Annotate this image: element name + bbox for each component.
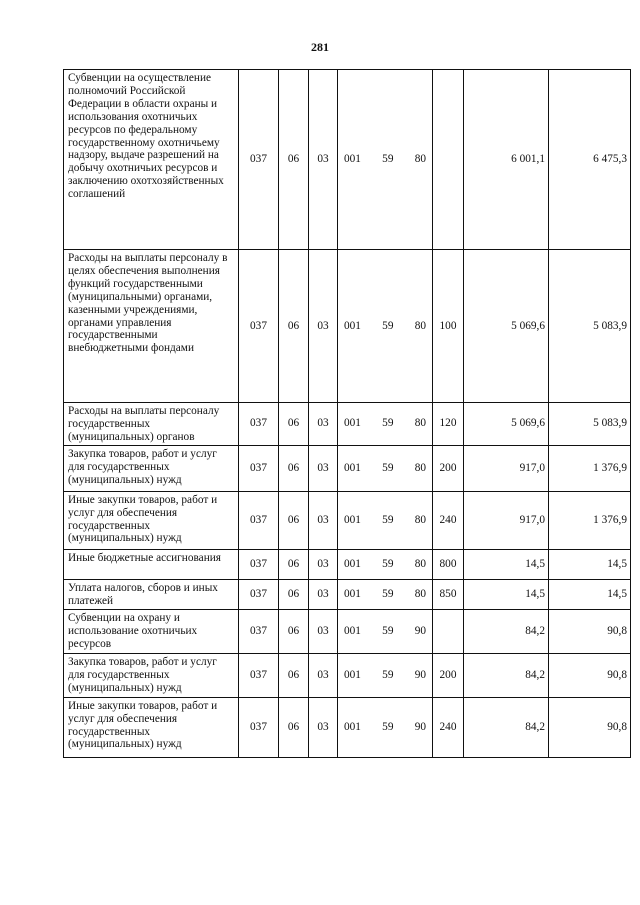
target-article-cell [338,609,433,653]
expense-type-cell: 120 [433,403,464,446]
amount-year2-cell: 14,5 [549,549,631,579]
item-name-cell: Расходы на выплаты персоналу государственных (муниципальных) органов [64,403,239,446]
expense-type-cell: 800 [433,549,464,579]
target-article-part: 59 [382,587,394,600]
target-article-part: 90 [414,720,426,733]
table-row [64,549,631,579]
subsection-code-cell: 03 [309,579,338,609]
section-code-cell: 06 [279,491,309,549]
subsection-code-cell: 03 [309,445,338,491]
item-name-cell: Субвенции на охрану и использование охотничьих ресурсов [64,609,239,653]
target-article-part: 001 [344,153,361,166]
subsection-code-cell: 03 [309,653,338,697]
target-article-cell [338,403,433,446]
item-name-cell: Иные закупки товаров, работ и услуг для обеспечения государственных (муниципальных) нужд [64,697,239,757]
target-article-part: 001 [344,720,361,733]
amount-year2-cell: 5 083,9 [549,403,631,446]
target-article-part: 001 [344,417,361,430]
item-name-cell: Закупка товаров, работ и услуг для государственных (муниципальных) нужд [64,445,239,491]
target-article-part: 80 [414,587,426,600]
target-article-part: 59 [382,668,394,681]
subsection-code-cell: 03 [309,609,338,653]
page-number: 281 [311,40,329,54]
table-row [64,445,631,491]
target-article-part: 59 [382,624,394,637]
ministry-code-cell: 037 [239,653,279,697]
amount-year1-cell: 917,0 [464,491,549,549]
amount-year2-cell: 90,8 [549,609,631,653]
expense-type-cell [433,70,464,250]
target-article-cell [338,549,433,579]
target-article-part: 80 [414,417,426,430]
amount-year2-cell: 1 376,9 [549,445,631,491]
expense-type-cell: 100 [433,250,464,403]
ministry-code-cell: 037 [239,445,279,491]
target-article-cell [338,653,433,697]
amount-year1-cell: 84,2 [464,653,549,697]
subsection-code-cell: 03 [309,491,338,549]
target-article-part: 90 [414,624,426,637]
table-row [64,250,631,403]
target-article-part: 59 [382,417,394,430]
target-article-part: 59 [382,319,394,332]
expense-type-cell: 200 [433,653,464,697]
section-code-cell: 06 [279,70,309,250]
target-article-part: 59 [382,513,394,526]
amount-year1-cell: 5 069,6 [464,403,549,446]
section-code-cell: 06 [279,609,309,653]
amount-year1-cell: 84,2 [464,609,549,653]
target-article-part: 80 [414,557,426,570]
section-code-cell: 06 [279,250,309,403]
item-name-cell: Субвенции на осуществление полномочий Российской Федерации в области охраны и использования охотничьих ресурсов по федеральному государственному охотничьему надзору, выдаче разрешений на добычу охотничьих ресурсов и заключению охотхозяйственных соглашений [64,70,239,250]
target-article-part: 001 [344,513,361,526]
target-article-part: 001 [344,557,361,570]
target-article-cell [338,697,433,757]
target-article-cell [338,491,433,549]
amount-year1-cell: 5 069,6 [464,250,549,403]
subsection-code-cell: 03 [309,70,338,250]
target-article-part: 001 [344,668,361,681]
amount-year2-cell: 5 083,9 [549,250,631,403]
expense-type-cell: 240 [433,491,464,549]
table-row [64,697,631,757]
target-article-part: 80 [414,153,426,166]
target-article-cell [338,579,433,609]
amount-year1-cell: 14,5 [464,579,549,609]
ministry-code-cell: 037 [239,70,279,250]
target-article-cell [338,445,433,491]
section-code-cell: 06 [279,549,309,579]
amount-year1-cell: 84,2 [464,697,549,757]
table-row [64,609,631,653]
amount-year2-cell: 6 475,3 [549,70,631,250]
ministry-code-cell: 037 [239,403,279,446]
item-name-cell: Закупка товаров, работ и услуг для государственных (муниципальных) нужд [64,653,239,697]
subsection-code-cell: 03 [309,697,338,757]
table-row [64,403,631,446]
budget-table [63,69,631,758]
target-article-part: 59 [382,720,394,733]
amount-year1-cell: 14,5 [464,549,549,579]
section-code-cell: 06 [279,445,309,491]
target-article-part: 001 [344,587,361,600]
item-name-cell: Расходы на выплаты персоналу в целях обеспечения выполнения функций государственными (муниципальными) органами, казенными учреждениями, органами управления государственными внебюджетными фондами [64,250,239,403]
expense-type-cell: 850 [433,579,464,609]
expense-type-cell [433,609,464,653]
subsection-code-cell: 03 [309,549,338,579]
subsection-code-cell: 03 [309,250,338,403]
amount-year2-cell: 1 376,9 [549,491,631,549]
subsection-code-cell: 03 [309,403,338,446]
ministry-code-cell: 037 [239,491,279,549]
target-article-part: 80 [414,319,426,332]
target-article-cell [338,250,433,403]
section-code-cell: 06 [279,697,309,757]
amount-year2-cell: 14,5 [549,579,631,609]
ministry-code-cell: 037 [239,549,279,579]
target-article-part: 90 [414,668,426,681]
item-name-cell: Уплата налогов, сборов и иных платежей [64,579,239,609]
target-article-part: 59 [382,557,394,570]
ministry-code-cell: 037 [239,609,279,653]
section-code-cell: 06 [279,653,309,697]
section-code-cell: 06 [279,403,309,446]
table-row [64,491,631,549]
target-article-part: 001 [344,319,361,332]
target-article-part: 59 [382,153,394,166]
target-article-part: 80 [414,513,426,526]
target-article-part: 80 [414,461,426,474]
target-article-cell [338,70,433,250]
expense-type-cell: 240 [433,697,464,757]
amount-year1-cell: 917,0 [464,445,549,491]
amount-year2-cell: 90,8 [549,697,631,757]
table-row [64,653,631,697]
table-row [64,70,631,250]
section-code-cell: 06 [279,579,309,609]
item-name-cell: Иные бюджетные ассигнования [64,549,239,579]
target-article-part: 001 [344,624,361,637]
expense-type-cell: 200 [433,445,464,491]
ministry-code-cell: 037 [239,697,279,757]
ministry-code-cell: 037 [239,579,279,609]
target-article-part: 001 [344,461,361,474]
table-row [64,579,631,609]
amount-year1-cell: 6 001,1 [464,70,549,250]
amount-year2-cell: 90,8 [549,653,631,697]
target-article-part: 59 [382,461,394,474]
ministry-code-cell: 037 [239,250,279,403]
item-name-cell: Иные закупки товаров, работ и услуг для обеспечения государственных (муниципальных) нужд [64,491,239,549]
